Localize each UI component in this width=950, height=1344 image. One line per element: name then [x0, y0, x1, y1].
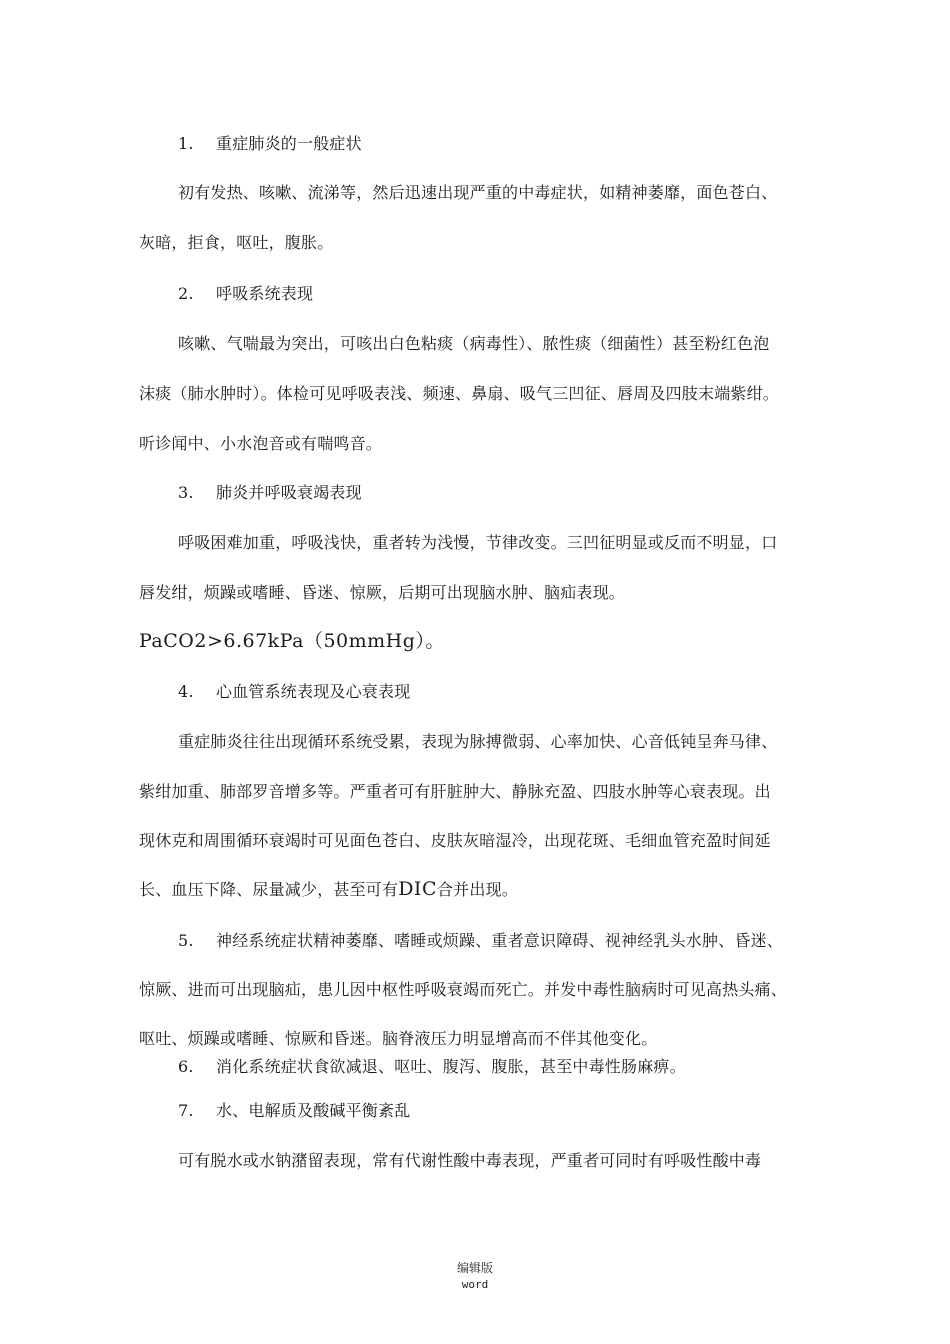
- heading-number: 6.: [178, 1057, 194, 1076]
- dic-term: DIC: [398, 878, 437, 900]
- heading-text: 心血管系统表现及心衰表现: [216, 682, 411, 701]
- paragraph-line: 重症肺炎往往出现循环系统受累，表现为脉搏微弱、心率加快、心音低钝呈奔马律、: [178, 732, 778, 751]
- paragraph-line: [139, 879, 518, 900]
- heading-2: [178, 284, 313, 304]
- heading-4: [178, 682, 410, 702]
- paragraph-line: 灰暗，拒食，呕吐，腹胀。: [139, 233, 334, 252]
- heading-number: 1.: [178, 134, 194, 153]
- heading-number: 2.: [178, 284, 194, 303]
- footer-label: 编辑版: [456, 1261, 493, 1275]
- paragraph-line: 听诊闻中、小水泡音或有喘鸣音。: [139, 434, 383, 453]
- heading-number: 5.: [178, 931, 194, 950]
- heading-text: 神经系统症状精神萎靡、嗜睡或烦躁、重者意识障碍、视神经乳头水肿、昏迷、: [216, 931, 784, 950]
- paragraph-line: 呕吐、烦躁或嗜睡、惊厥和昏迷。脑脊液压力明显增高而不伴其他变化。: [139, 1029, 658, 1048]
- heading-number: 4.: [178, 682, 194, 701]
- heading-number: 3.: [178, 483, 194, 502]
- heading-7: [178, 1101, 410, 1121]
- paragraph-line: 可有脱水或水钠潴留表现，常有代谢性酸中毒表现，严重者可同时有呼吸性酸中毒: [178, 1151, 762, 1170]
- paragraph-line: 咳嗽、气喘最为突出，可咳出白色粘痰（病毒性）、脓性痰（细菌性）甚至粉红色泡: [178, 334, 770, 353]
- heading-text: 消化系统症状食欲减退、呕吐、腹泻、腹胀，甚至中毒性肠麻痹。: [216, 1057, 686, 1076]
- heading-text: 重症肺炎的一般症状: [216, 134, 362, 153]
- formula-line: PaCO2>6.67kPa（50mmHg）。: [139, 630, 445, 652]
- heading-text: 水、电解质及酸碱平衡紊乱: [216, 1101, 411, 1120]
- heading-6: [178, 1057, 686, 1077]
- heading-text: 肺炎并呼吸衰竭表现: [216, 483, 362, 502]
- paragraph-line: 唇发绀，烦躁或嗜睡、昏迷、惊厥，后期可出现脑水肿、脑疝表现。: [139, 583, 626, 602]
- paragraph-line: 初有发热、咳嗽、流涕等，然后迅速出现严重的中毒症状，如精神萎靡，面色苍白、: [178, 183, 778, 202]
- paragraph-line: 现休克和周围循环衰竭时可见面色苍白、皮肤灰暗湿冷，出现花斑、毛细血管充盈时间延: [139, 831, 771, 850]
- footer-word: word: [461, 1278, 489, 1291]
- heading-number: 7.: [178, 1101, 194, 1120]
- heading-3: [178, 483, 362, 503]
- paragraph-line: 沫痰（肺水肿时）。体检可见呼吸表浅、频速、鼻扇、吸气三凹征、唇周及四肢末端紫绀。: [139, 384, 780, 403]
- heading-1: [178, 134, 362, 154]
- heading-5: [178, 931, 783, 951]
- paragraph-line: 惊厥、进而可出现脑疝，患儿因中枢性呼吸衰竭而死亡。并发中毒性脑病时可见高热头痛、: [139, 980, 788, 999]
- paragraph-line: 紫绀加重、肺部罗音增多等。严重者可有肝脏肿大、静脉充盈、四肢水肿等心衰表现。出: [139, 782, 771, 801]
- paragraph-line: 呼吸困难加重，呼吸浅快，重者转为浅慢，节律改变。三凹征明显或反而不明显，口: [178, 533, 778, 552]
- heading-text: 呼吸系统表现: [216, 284, 314, 303]
- text-run: 合并出现。: [436, 880, 518, 899]
- text-run: 长、血压下降、尿量减少，甚至可有: [139, 880, 399, 899]
